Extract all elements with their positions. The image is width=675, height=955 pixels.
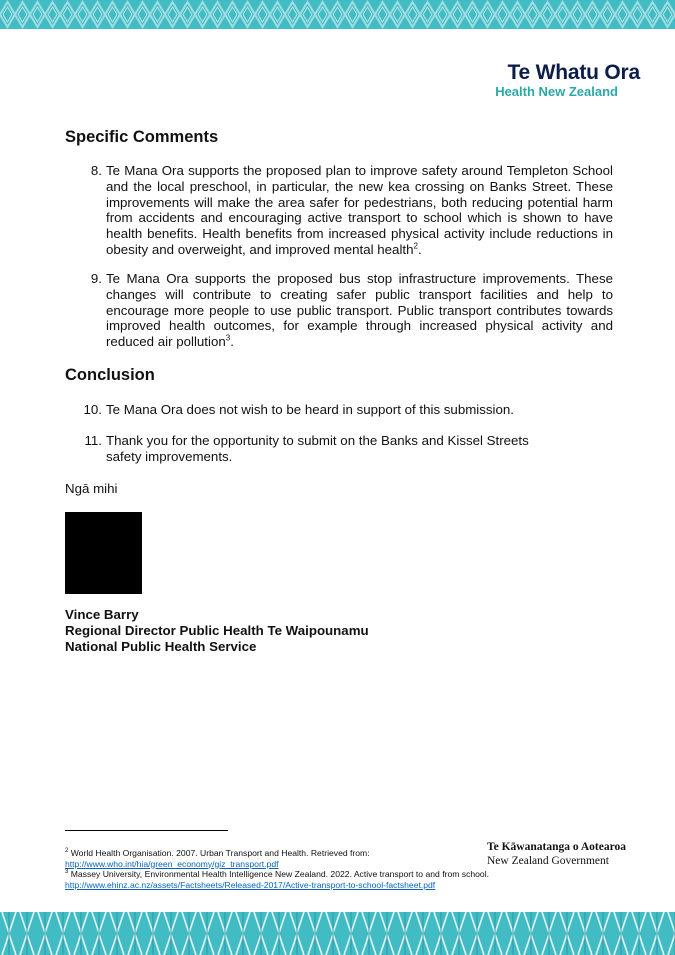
nz-government-logo <box>487 840 647 868</box>
logo-main-text: Te Whatu Ora <box>507 61 640 84</box>
signatory-block <box>65 607 369 655</box>
item-text: Te Mana Ora supports the proposed bus stop infrastructure improvements. These changes will contribute to creating safer public transport facilities and help to encourage more people to use public transport. Public transport contributes towards improved health outcomes, for example through increased physical activity and reduced air pollution$^3$. <box>106 271 613 350</box>
decorative-banner-top <box>0 0 675 29</box>
decorative-banner-bottom <box>0 912 675 955</box>
govt-main-text: Te Kāwanatanga o Aotearoa <box>487 841 626 853</box>
item-number: 8. <box>90 163 102 178</box>
footnote-ref[interactable]: 2 <box>413 241 418 251</box>
conclusion-item-10 <box>65 402 613 418</box>
conclusion-item-11 <box>65 433 613 465</box>
item-text: Te Mana Ora supports the proposed plan to improve safety around Templeton School and the local preschool, in particular, the new kea crossing on Banks Street. These improvements will make the area safer for pedestrians, both reducing potential harm from accidents and encouraging active transport to school which is shown to have health benefits. Health benefits from increased physical activity include reductions in obesity and overweight, and improved mental health$^2$. <box>106 163 613 257</box>
govt-sub-text: New Zealand Government <box>487 855 609 867</box>
conclusion-heading: Conclusion <box>65 366 155 384</box>
footnotes <box>65 848 535 890</box>
signatory-org: National Public Health Service <box>65 639 257 654</box>
redacted-signature <box>65 512 142 594</box>
item-text: Te Mana Ora does not wish to be heard in support of this submission. <box>106 402 514 417</box>
te-whatu-ora-logo <box>470 62 640 100</box>
signatory-title: Regional Director Public Health Te Waipounamu <box>65 623 369 638</box>
item-text: Thank you for the opportunity to submit on the Banks and Kissel Streets safety improvements. <box>106 433 529 464</box>
footnote-3-link[interactable]: http://www.ehinz.ac.nz/assets/Factsheets/Released-2017/Active-transport-to-school-factsheet.pdf <box>65 879 436 890</box>
footnote-ref[interactable]: 3 <box>225 333 231 343</box>
item-number: 11. <box>84 433 102 448</box>
comment-item-9 <box>65 271 613 350</box>
comment-item-8 <box>65 163 613 258</box>
item-number: 9. <box>90 271 102 286</box>
closing-salutation: Ngā mihi <box>65 481 118 496</box>
footnote-separator <box>65 830 228 831</box>
signatory-name: Vince Barry <box>65 607 139 622</box>
footnote-2: $^2$ World Health Organisation. 2007. Urban Transport and Health. Retrieved from: <box>65 848 370 858</box>
footnote-2-link[interactable]: http://www.who.int/hia/green_economy/giz_transport.pdf <box>65 858 279 869</box>
item-number: 10. <box>83 402 102 417</box>
specific-comments-heading: Specific Comments <box>65 128 219 146</box>
footnote-3: $^3$ Massey University, Environmental Health Intelligence New Zealand. 2022. Active transport to and from school. <box>65 869 490 880</box>
logo-sub-text: Health New Zealand <box>495 84 618 99</box>
